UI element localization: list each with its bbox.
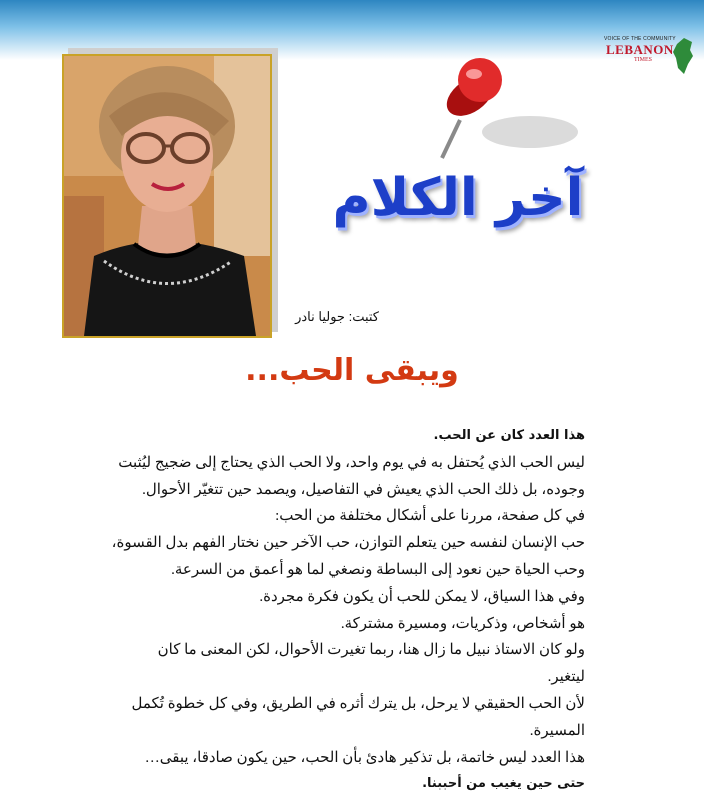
lebanon-times-logo	[604, 32, 696, 76]
article-line: لأن الحب الحقيقي لا يرحل، بل يترك أثره في الطريق، وفي كل خطوة تُكمل	[131, 695, 585, 712]
header-band	[0, 0, 704, 60]
article-title: ويبقى الحب...	[245, 353, 459, 388]
logo-name: LEBANON	[606, 42, 674, 57]
author-byline: كتبت: جوليا نادر	[295, 309, 379, 324]
pushpin-icon	[412, 46, 582, 166]
article-line: ولو كان الاستاذ نبيل ما زال هنا، ربما تغيرت الأحوال، لكن المعنى ما كان	[157, 642, 585, 659]
article-line: ليتغير.	[547, 669, 585, 686]
article-line: في كل صفحة، مررنا على أشكال مختلفة من الحب:	[275, 508, 585, 525]
article-line: هذا العدد ليس خاتمة، بل تذكير هادئ بأن الحب، حين يكون صادقا، يبقى…	[144, 749, 585, 766]
article-line: وحب الحياة حين نعود إلى البساطة ونصغي لما هو أعمق من السرعة.	[171, 561, 585, 578]
logo-tagline: VOICE OF THE COMMUNITY	[604, 36, 676, 42]
article-line: وجوده، بل ذلك الحب الذي يعيش في التفاصيل، ويصمد حين تتغيّر الأحوال.	[142, 481, 585, 498]
article-line: هو أشخاص، وذكريات، ومسيرة مشتركة.	[340, 615, 585, 632]
lebanon-map-icon	[672, 38, 694, 74]
article-body	[105, 423, 585, 798]
article-line: وفي هذا السياق، لا يمكن للحب أن يكون فكرة مجردة.	[259, 588, 585, 605]
article-line: المسيرة.	[529, 722, 585, 739]
article-closing: حتى حين يغيب من أحببنا.	[422, 776, 585, 792]
logo-sub: TIMES	[634, 57, 652, 63]
author-photo	[62, 54, 272, 338]
article-line: حب الإنسان لنفسه حين يتعلم التوازن، حب الآخر حين نختار الفهم بدل القسوة،	[111, 535, 585, 552]
column-title: آخر الكلام	[332, 168, 584, 228]
article-lead: هذا العدد كان عن الحب.	[433, 428, 585, 443]
article-line: ليس الحب الذي يُحتفل به في يوم واحد، ولا الحب الذي يحتاج إلى ضجيج ليُثبت	[118, 454, 585, 471]
